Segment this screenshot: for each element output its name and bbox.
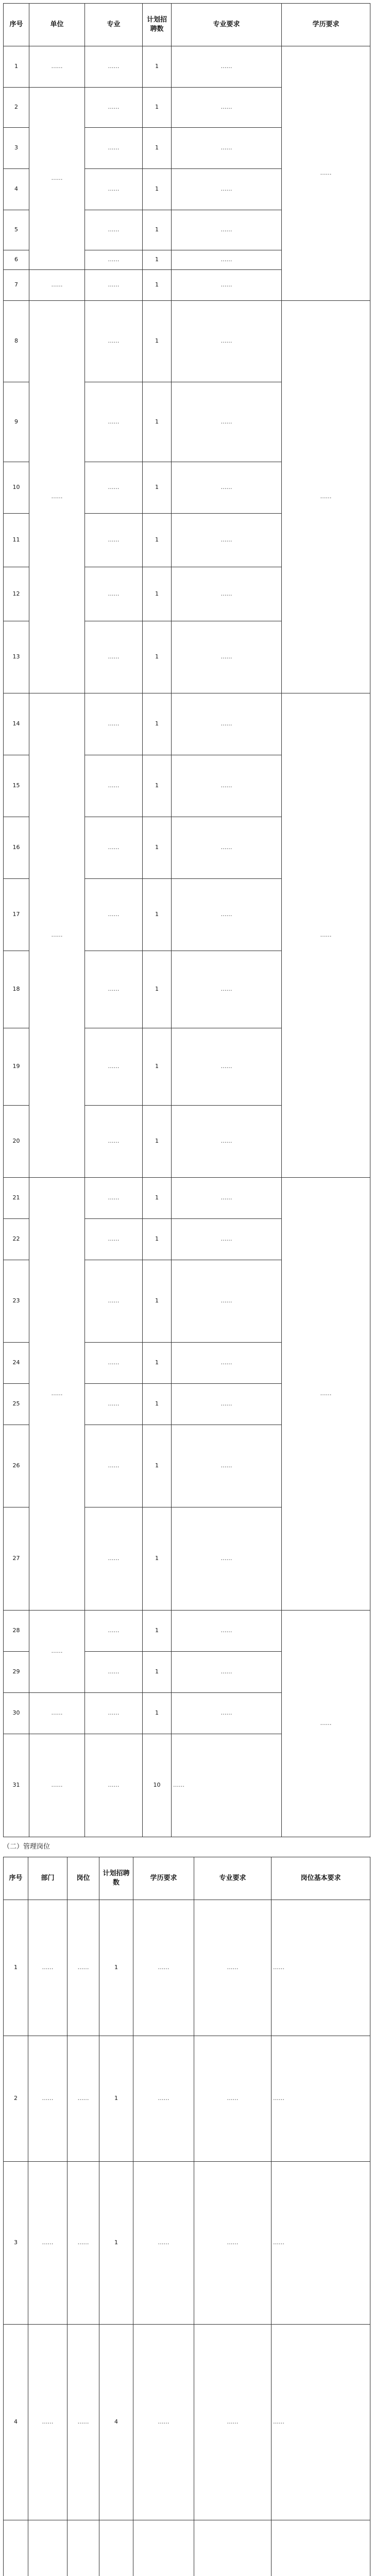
major-cell: …… bbox=[85, 817, 143, 879]
edu-req-cell: …… bbox=[282, 1178, 370, 1611]
row-no: 23 bbox=[4, 1260, 29, 1343]
table-row bbox=[4, 2162, 370, 2325]
major-req-cell: …… bbox=[172, 169, 282, 210]
dept-cell: …… bbox=[28, 2162, 67, 2325]
plan-cell: 1 bbox=[143, 879, 172, 951]
major-cell: …… bbox=[85, 382, 143, 462]
plan-cell: 1 bbox=[99, 2162, 133, 2325]
major-req-cell: …… bbox=[172, 879, 282, 951]
plan-cell: 1 bbox=[143, 755, 172, 817]
row-no: 29 bbox=[4, 1652, 29, 1693]
edu-req-cell: …… bbox=[282, 46, 370, 301]
unit-cell: …… bbox=[29, 1693, 85, 1734]
major-cell: …… bbox=[85, 1106, 143, 1178]
post-cell: …… bbox=[67, 2325, 99, 2520]
post-req-cell: …… bbox=[272, 2325, 370, 2520]
table-row bbox=[4, 1900, 370, 2036]
row-no: 14 bbox=[4, 693, 29, 755]
major-cell: …… bbox=[85, 951, 143, 1028]
plan-cell: 1 bbox=[143, 1507, 172, 1611]
edu-req-cell: …… bbox=[282, 693, 370, 1178]
plan-cell: 1 bbox=[143, 693, 172, 755]
major-cell: …… bbox=[85, 128, 143, 169]
unit-cell: …… bbox=[29, 88, 85, 270]
major-cell: …… bbox=[85, 169, 143, 210]
major-cell: …… bbox=[85, 621, 143, 693]
row-no: 1 bbox=[4, 46, 29, 88]
post-req-cell bbox=[272, 2520, 370, 2576]
row-no: 2 bbox=[4, 88, 29, 128]
major-req-cell: …… bbox=[172, 462, 282, 514]
plan-cell: 1 bbox=[143, 46, 172, 88]
plan-cell: 1 bbox=[143, 462, 172, 514]
major-req-cell: …… bbox=[194, 2162, 272, 2325]
row-no: 4 bbox=[4, 169, 29, 210]
header-no: 序号 bbox=[4, 4, 29, 46]
plan-cell: 1 bbox=[143, 1219, 172, 1260]
header-major-req: 专业要求 bbox=[172, 4, 282, 46]
plan-cell: 1 bbox=[143, 621, 172, 693]
edu-req-cell: …… bbox=[133, 2162, 194, 2325]
major-cell: …… bbox=[85, 250, 143, 270]
row-no: 11 bbox=[4, 514, 29, 567]
management-positions-table bbox=[3, 1857, 370, 2576]
header-edu-req: 学历要求 bbox=[282, 4, 370, 46]
major-cell: …… bbox=[85, 1507, 143, 1611]
header-dept: 部门 bbox=[28, 1857, 67, 1900]
unit-cell: …… bbox=[29, 1611, 85, 1693]
plan-cell: 1 bbox=[143, 567, 172, 621]
table-row bbox=[4, 2036, 370, 2162]
plan-cell: 1 bbox=[143, 128, 172, 169]
row-no: 7 bbox=[4, 270, 29, 301]
plan-cell: 1 bbox=[143, 169, 172, 210]
header-edu-req: 学历要求 bbox=[133, 1857, 194, 1900]
unit-cell: …… bbox=[29, 301, 85, 693]
row-no: 18 bbox=[4, 951, 29, 1028]
plan-cell: 1 bbox=[143, 951, 172, 1028]
major-req-cell: …… bbox=[172, 1178, 282, 1219]
unit-cell: …… bbox=[29, 1734, 85, 1837]
post-cell: …… bbox=[67, 1900, 99, 2036]
row-no: 12 bbox=[4, 567, 29, 621]
post-cell: …… bbox=[67, 2036, 99, 2162]
plan-cell: 1 bbox=[143, 1343, 172, 1384]
plan-cell: 1 bbox=[143, 1384, 172, 1425]
unit-cell: …… bbox=[29, 270, 85, 301]
major-req-cell: …… bbox=[194, 1900, 272, 2036]
header-major-req: 专业要求 bbox=[194, 1857, 272, 1900]
major-cell: …… bbox=[85, 1734, 143, 1837]
major-req-cell: …… bbox=[194, 2036, 272, 2162]
major-cell: …… bbox=[85, 1028, 143, 1106]
plan-cell: 10 bbox=[143, 1734, 172, 1837]
unit-cell: …… bbox=[29, 1178, 85, 1611]
row-no: 20 bbox=[4, 1106, 29, 1178]
major-req-cell: …… bbox=[172, 514, 282, 567]
row-no: 16 bbox=[4, 817, 29, 879]
plan-cell: 1 bbox=[143, 301, 172, 382]
plan-cell: 1 bbox=[143, 514, 172, 567]
row-no: 25 bbox=[4, 1384, 29, 1425]
major-req-cell: …… bbox=[172, 1652, 282, 1693]
post-req-cell: …… bbox=[272, 1900, 370, 2036]
table-header-row bbox=[4, 1857, 370, 1900]
teaching-positions-table bbox=[3, 3, 370, 1837]
row-no: 3 bbox=[4, 2162, 28, 2325]
plan-cell: 1 bbox=[143, 270, 172, 301]
edu-req-cell bbox=[133, 2520, 194, 2576]
major-req-cell: …… bbox=[172, 1507, 282, 1611]
table-row bbox=[4, 46, 370, 88]
row-no: 19 bbox=[4, 1028, 29, 1106]
plan-cell: 1 bbox=[143, 1028, 172, 1106]
major-req-cell: …… bbox=[172, 1693, 282, 1734]
section-title: （二）管理岗位 bbox=[3, 1843, 50, 1851]
plan-cell: 4 bbox=[99, 2325, 133, 2520]
major-cell: …… bbox=[85, 88, 143, 128]
row-no: 5 bbox=[4, 210, 29, 250]
major-req-cell: …… bbox=[172, 1343, 282, 1384]
table-row bbox=[4, 2325, 370, 2520]
table-row bbox=[4, 2520, 370, 2576]
major-req-cell: …… bbox=[172, 1384, 282, 1425]
major-req-cell: …… bbox=[172, 1028, 282, 1106]
header-no: 序号 bbox=[4, 1857, 28, 1900]
row-no: 3 bbox=[4, 128, 29, 169]
plan-cell: 1 bbox=[143, 1652, 172, 1693]
major-cell: …… bbox=[85, 755, 143, 817]
edu-req-cell: …… bbox=[282, 1611, 370, 1837]
row-no: 1 bbox=[4, 1900, 28, 2036]
plan-cell: 1 bbox=[143, 1260, 172, 1343]
header-post-req: 岗位基本要求 bbox=[272, 1857, 370, 1900]
major-cell: …… bbox=[85, 567, 143, 621]
major-req-cell bbox=[194, 2520, 272, 2576]
major-cell: …… bbox=[85, 301, 143, 382]
major-cell: …… bbox=[85, 46, 143, 88]
row-no: 22 bbox=[4, 1219, 29, 1260]
row-no: 13 bbox=[4, 621, 29, 693]
major-req-cell: …… bbox=[172, 1734, 282, 1837]
major-req-cell: …… bbox=[172, 88, 282, 128]
plan-cell: 1 bbox=[143, 817, 172, 879]
header-plan: 计划招聘数 bbox=[99, 1857, 133, 1900]
row-no: 31 bbox=[4, 1734, 29, 1837]
row-no bbox=[4, 2520, 28, 2576]
major-cell: …… bbox=[85, 1425, 143, 1507]
major-req-cell: …… bbox=[172, 755, 282, 817]
edu-req-cell: …… bbox=[133, 1900, 194, 2036]
header-unit: 单位 bbox=[29, 4, 85, 46]
row-no: 9 bbox=[4, 382, 29, 462]
plan-cell: 1 bbox=[99, 1900, 133, 2036]
major-req-cell: …… bbox=[172, 693, 282, 755]
post-cell: …… bbox=[67, 2162, 99, 2325]
post-req-cell: …… bbox=[272, 2162, 370, 2325]
major-req-cell: …… bbox=[172, 210, 282, 250]
table-row bbox=[4, 693, 370, 755]
plan-cell bbox=[99, 2520, 133, 2576]
edu-req-cell: …… bbox=[282, 301, 370, 693]
major-req-cell: …… bbox=[172, 301, 282, 382]
dept-cell: …… bbox=[28, 1900, 67, 2036]
major-req-cell: …… bbox=[172, 1425, 282, 1507]
row-no: 30 bbox=[4, 1693, 29, 1734]
major-req-cell: …… bbox=[172, 382, 282, 462]
header-post: 岗位 bbox=[67, 1857, 99, 1900]
edu-req-cell: …… bbox=[133, 2325, 194, 2520]
major-cell: …… bbox=[85, 693, 143, 755]
unit-cell: …… bbox=[29, 693, 85, 1178]
row-no: 28 bbox=[4, 1611, 29, 1652]
row-no: 2 bbox=[4, 2036, 28, 2162]
row-no: 10 bbox=[4, 462, 29, 514]
row-no: 15 bbox=[4, 755, 29, 817]
major-req-cell: …… bbox=[172, 621, 282, 693]
plan-cell: 1 bbox=[143, 250, 172, 270]
major-cell: …… bbox=[85, 1219, 143, 1260]
major-req-cell: …… bbox=[172, 128, 282, 169]
header-major: 专业 bbox=[85, 4, 143, 46]
major-req-cell: …… bbox=[172, 951, 282, 1028]
major-req-cell: …… bbox=[172, 1219, 282, 1260]
plan-cell: 1 bbox=[143, 382, 172, 462]
dept-cell bbox=[28, 2520, 67, 2576]
major-req-cell: …… bbox=[172, 46, 282, 88]
row-no: 8 bbox=[4, 301, 29, 382]
table-header-row bbox=[4, 4, 370, 46]
major-cell: …… bbox=[85, 1384, 143, 1425]
major-cell: …… bbox=[85, 462, 143, 514]
major-cell: …… bbox=[85, 210, 143, 250]
row-no: 6 bbox=[4, 250, 29, 270]
edu-req-cell: …… bbox=[133, 2036, 194, 2162]
row-no: 26 bbox=[4, 1425, 29, 1507]
major-req-cell: …… bbox=[172, 1106, 282, 1178]
table-row bbox=[4, 1611, 370, 1652]
major-req-cell: …… bbox=[172, 250, 282, 270]
plan-cell: 1 bbox=[143, 88, 172, 128]
plan-cell: 1 bbox=[143, 1178, 172, 1219]
dept-cell: …… bbox=[28, 2325, 67, 2520]
unit-cell: …… bbox=[29, 46, 85, 88]
major-cell: …… bbox=[85, 270, 143, 301]
post-req-cell: …… bbox=[272, 2036, 370, 2162]
plan-cell: 1 bbox=[143, 1611, 172, 1652]
plan-cell: 1 bbox=[143, 1425, 172, 1507]
major-req-cell: …… bbox=[172, 567, 282, 621]
row-no: 4 bbox=[4, 2325, 28, 2520]
header-plan: 计划招聘数 bbox=[143, 4, 172, 46]
major-cell: …… bbox=[85, 1178, 143, 1219]
major-cell: …… bbox=[85, 514, 143, 567]
major-cell: …… bbox=[85, 1260, 143, 1343]
row-no: 27 bbox=[4, 1507, 29, 1611]
table-row bbox=[4, 301, 370, 382]
post-cell bbox=[67, 2520, 99, 2576]
major-cell: …… bbox=[85, 1652, 143, 1693]
plan-cell: 1 bbox=[99, 2036, 133, 2162]
table-row bbox=[4, 1178, 370, 1219]
major-req-cell: …… bbox=[172, 1260, 282, 1343]
plan-cell: 1 bbox=[143, 1106, 172, 1178]
row-no: 17 bbox=[4, 879, 29, 951]
major-req-cell: …… bbox=[172, 817, 282, 879]
row-no: 21 bbox=[4, 1178, 29, 1219]
major-req-cell: …… bbox=[194, 2325, 272, 2520]
plan-cell: 1 bbox=[143, 210, 172, 250]
page bbox=[0, 3, 373, 2576]
major-req-cell: …… bbox=[172, 270, 282, 301]
major-cell: …… bbox=[85, 1611, 143, 1652]
plan-cell: 1 bbox=[143, 1693, 172, 1734]
dept-cell: …… bbox=[28, 2036, 67, 2162]
major-cell: …… bbox=[85, 1343, 143, 1384]
major-cell: …… bbox=[85, 1693, 143, 1734]
row-no: 24 bbox=[4, 1343, 29, 1384]
major-cell: …… bbox=[85, 879, 143, 951]
major-req-cell: …… bbox=[172, 1611, 282, 1652]
